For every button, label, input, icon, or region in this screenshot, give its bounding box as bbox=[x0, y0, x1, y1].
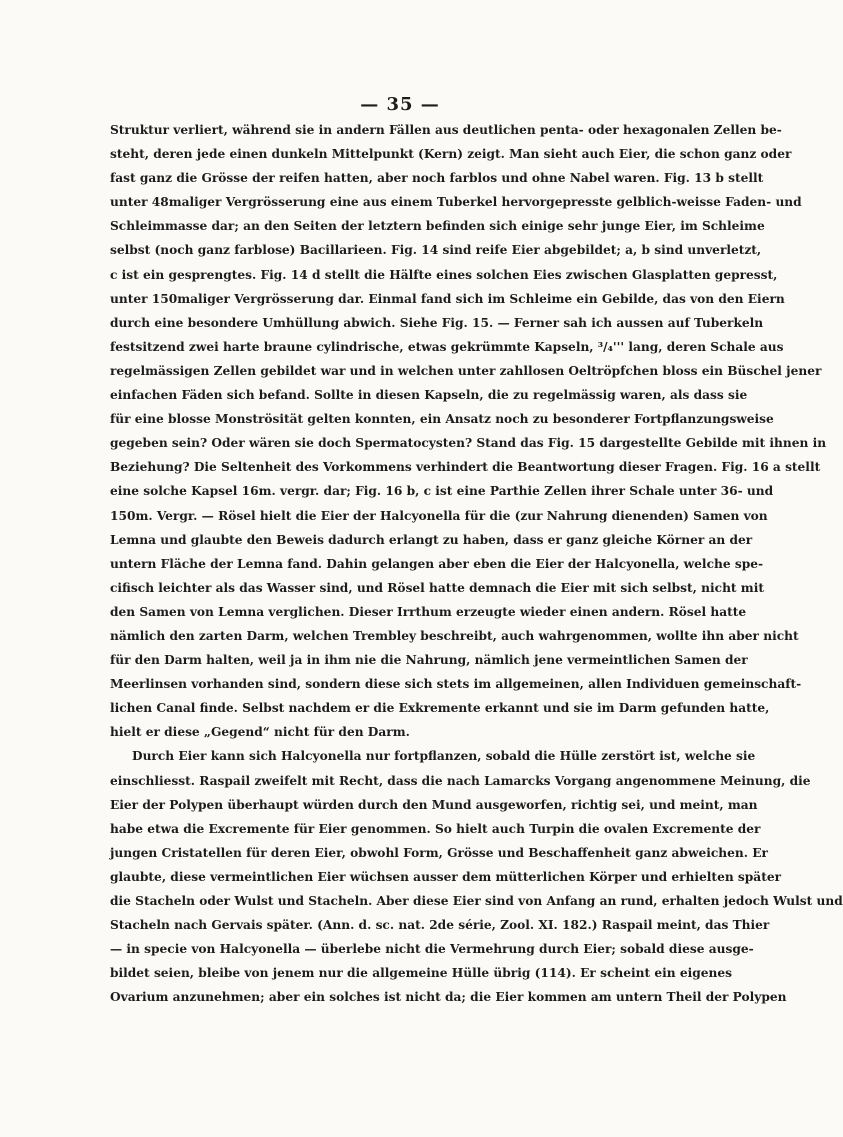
text-line: jungen Cristatellen für deren Eier, obwohl Form, Grösse und Beschaffenheit ganz abweichen. Er bbox=[110, 845, 768, 860]
text-line: steht, deren jede einen dunkeln Mittelpunkt (Kern) zeigt. Man sieht auch Eier, die schon ganz oder bbox=[110, 147, 792, 162]
text-line: — in specie von Halcyonella — überlebe nicht die Vermehrung durch Eier; sobald diese ausge- bbox=[110, 942, 754, 957]
text-line: c ist ein gesprengtes. Fig. 14 d stellt die Hälfte eines solchen Eies zwischen Glasplatten gepresst, bbox=[110, 267, 778, 282]
body-text bbox=[110, 118, 843, 1009]
text-line: einschliesst. Raspail zweifelt mit Recht, dass die nach Lamarcks Vorgang angenommene Meinung, die bbox=[110, 773, 811, 788]
text-line: für den Darm halten, weil ja in ihm nie die Nahrung, nämlich jene vermeintlichen Samen der bbox=[110, 653, 748, 668]
text-line: fast ganz die Grösse der reifen hatten, aber noch farblos und ohne Nabel waren. Fig. 13 b stellt bbox=[110, 171, 764, 186]
text-line: regelmässigen Zellen gebildet war und in welchen unter zahllosen Oeltröpfchen bloss ein Büschel jener bbox=[110, 363, 822, 378]
text-line: festsitzend zwei harte braune cylindrische, etwas gekrümmte Kapseln, ³/₄''' lang, deren Schale aus bbox=[110, 339, 784, 354]
text-line: selbst (noch ganz farblose) Bacillarieen. Fig. 14 sind reife Eier abgebildet; a, b sind unverletzt, bbox=[110, 243, 762, 258]
text-line: glaubte, diese vermeintlichen Eier wüchsen ausser dem mütterlichen Körper und erhielten später bbox=[110, 869, 782, 884]
text-line: hielt er diese „Gegend“ nicht für den Darm. bbox=[110, 725, 410, 740]
text-line: eine solche Kapsel 16m. vergr. dar; Fig. 16 b, c ist eine Parthie Zellen ihrer Schale unter 36- und bbox=[110, 484, 774, 499]
text-line: einfachen Fäden sich befand. Sollte in diesen Kapseln, die zu regelmässig waren, als dass sie bbox=[110, 388, 748, 403]
text-line: nämlich den zarten Darm, welchen Trembley beschreibt, auch wahrgenommen, wollte ihn aber nicht bbox=[110, 628, 799, 643]
text-line: für eine blosse Monströsität gelten konnten, ein Ansatz noch zu besonderer Fortpflanzungsweise bbox=[110, 412, 774, 427]
text-line: Schleimmasse dar; an den Seiten der letztern befinden sich einige sehr junge Eier, im Schleime bbox=[110, 219, 765, 234]
text-line: cifisch leichter als das Wasser sind, und Rösel hatte demnach die Eier mit sich selbst, nicht mit bbox=[110, 580, 764, 595]
text-line: die Stacheln oder Wulst und Stacheln. Aber diese Eier sind von Anfang an rund, erhalten jedoch Wulst und bbox=[110, 894, 843, 908]
text-line: Durch Eier kann sich Halcyonella nur fortpflanzen, sobald die Hülle zerstört ist, welche sie bbox=[132, 749, 756, 764]
text-line: Lemna und glaubte den Beweis dadurch erlangt zu haben, dass er ganz gleiche Körner an der bbox=[110, 532, 753, 547]
text-line: unter 150maliger Vergrösserung dar. Einmal fand sich im Schleime ein Gebilde, das von den Eiern bbox=[110, 291, 785, 306]
text-line: lichen Canal finde. Selbst nachdem er die Exkremente erkannt und sie im Darm gefunden hatte, bbox=[110, 701, 770, 716]
text-line: Ovarium anzunehmen; aber ein solches ist nicht da; die Eier kommen am untern Theil der Polypen bbox=[110, 990, 787, 1005]
text-line: habe etwa die Excremente für Eier genommen. So hielt auch Turpin die ovalen Excremente der bbox=[110, 821, 761, 836]
text-line: Struktur verliert, während sie in andern Fällen aus deutlichen penta- oder hexagonalen Zellen be- bbox=[110, 123, 782, 137]
text-line: 150m. Vergr. — Rösel hielt die Eier der Halcyonella für die (zur Nahrung dienenden) Samen von bbox=[110, 508, 768, 523]
text-line: Meerlinsen vorhanden sind, sondern diese sich stets im allgemeinen, allen Individuen gemeinschaft- bbox=[110, 677, 802, 692]
text-line: durch eine besondere Umhüllung abwich. Siehe Fig. 15. — Ferner sah ich aussen auf Tuberkeln bbox=[110, 315, 764, 330]
text-line: unter 48maliger Vergrösserung eine aus einem Tuberkel hervorgepresste gelblich-weisse Faden- und bbox=[110, 195, 802, 210]
text-line: bildet seien, bleibe von jenem nur die allgemeine Hülle übrig (114). Er scheint ein eigenes bbox=[110, 966, 732, 981]
text-line: Beziehung? Die Seltenheit des Vorkommens verhindert die Beantwortung dieser Fragen. Fig. 16 a stellt bbox=[110, 460, 821, 475]
text-line: Stacheln nach Gervais später. (Ann. d. sc. nat. 2de série, Zool. XI. 182.) Raspail meint, das Thier bbox=[110, 918, 770, 933]
page-number: — 35 — bbox=[360, 94, 440, 115]
text-line: gegeben sein? Oder wären sie doch Spermatocysten? Stand das Fig. 15 dargestellte Gebilde mit ihnen in bbox=[110, 436, 827, 451]
text-line: untern Fläche der Lemna fand. Dahin gelangen aber eben die Eier der Halcyonella, welche spe- bbox=[110, 556, 764, 571]
text-line: Eier der Polypen überhaupt würden durch den Mund ausgeworfen, richtig sei, und meint, man bbox=[110, 797, 758, 812]
text-line: den Samen von Lemna verglichen. Dieser Irrthum erzeugte wieder einen andern. Rösel hatte bbox=[110, 604, 747, 619]
